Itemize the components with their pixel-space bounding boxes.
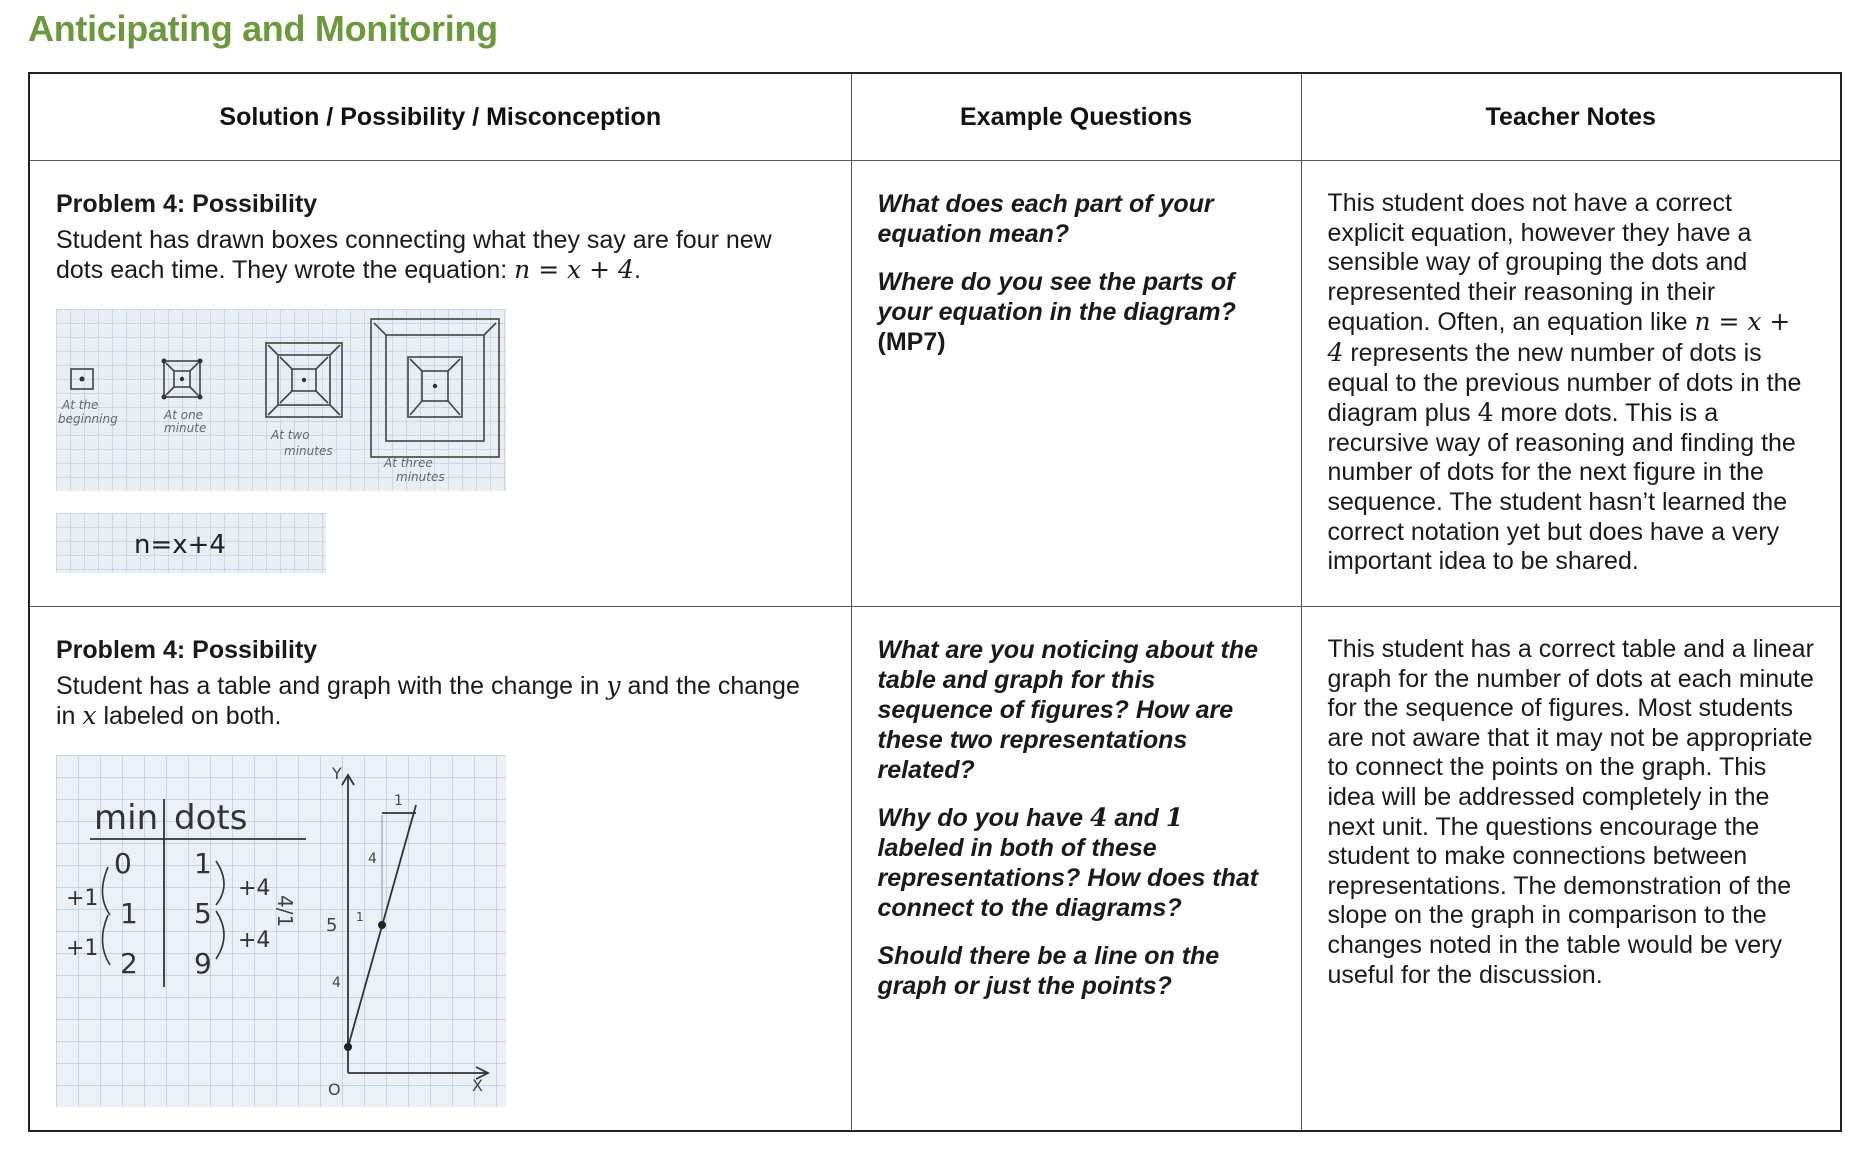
handwritten-equation-sketch	[56, 513, 326, 573]
table-header-row	[29, 73, 1841, 161]
header-teacher-notes: Teacher Notes	[1301, 73, 1841, 161]
table-cell: 9	[194, 947, 212, 980]
figure-label: At one	[164, 408, 204, 422]
figure-label: minute	[164, 421, 207, 435]
origin-label: O	[328, 1080, 341, 1099]
change-x-label: +1	[66, 886, 99, 911]
table-cell: 0	[114, 847, 132, 880]
figure-label: minutes	[284, 444, 333, 458]
questions-cell	[851, 607, 1301, 1132]
graph-tick-label: 1	[394, 793, 403, 809]
table-row	[29, 161, 1841, 607]
change-y-label: +4	[238, 876, 271, 901]
y-axis-label: Y	[332, 764, 342, 783]
graph-tick-label: 4	[332, 975, 341, 991]
mp7-tag: MP7	[885, 328, 938, 356]
example-question: Why do you have 4 and 1 labeled in both of these representations? How does that connect to the diagrams?	[877, 803, 1259, 922]
problem-title: Problem 4: Possibility	[56, 190, 318, 218]
graph-tick-label: 4	[368, 851, 377, 867]
solution-cell	[29, 161, 851, 607]
page-title: Anticipating and Monitoring	[28, 8, 498, 49]
equation: n = x + 4	[514, 255, 634, 284]
solution-cell	[29, 607, 851, 1132]
graph-tick-label: 5	[326, 915, 338, 936]
table-cell: 2	[120, 947, 138, 980]
figure-label: minutes	[396, 470, 445, 484]
table-cell: 1	[120, 897, 138, 930]
teacher-note: This student has a correct table and a linear graph for the number of dots at each minute for the sequence of figures. Most students are not aware that it may not be appropriate to connect the points on the graph. This idea will be addressed completely in the next unit. The questions encourage the student to make connections between representations. The demonstration of the slope on the graph in comparison to the changes noted in the table would be very useful for the discussion.	[1327, 635, 1814, 989]
figure-label: At three	[384, 456, 433, 470]
teacher-notes-cell	[1301, 161, 1841, 607]
graph-tick-label: 1	[356, 910, 364, 924]
column-dots-label: dots	[174, 798, 248, 838]
figure-label: beginning	[58, 412, 118, 426]
table-and-graph-sketch	[56, 755, 506, 1107]
column-min-label: min	[94, 798, 159, 838]
x-axis-label: X	[472, 1076, 483, 1095]
slope-label: 4/1	[273, 895, 297, 928]
example-question: What are you noticing about the table and graph for this sequence of figures? How are these two representations related?	[877, 636, 1259, 784]
teacher-notes-cell	[1301, 607, 1841, 1132]
figure-label: At two	[271, 428, 310, 442]
table-row	[29, 607, 1841, 1132]
change-x-label: +1	[66, 936, 99, 961]
example-question: Where do you see the parts of your equation in the diagram? (MP7)	[877, 268, 1236, 356]
problem-title: Problem 4: Possibility	[56, 636, 318, 664]
problem-description: Student has drawn boxes connecting what they say are four new dots each time. They wrote the equation: n = x + 4.	[56, 226, 772, 284]
table-cell: 5	[194, 897, 212, 930]
teacher-note: This student does not have a correct explicit equation, however they have a sensible way of grouping the dots and represented their reasoning in their equation. Often, an equation like n = x + 4 represents the new number of dots is equal to the previous number of dots in the diagram plus 4 more dots. This is a recursive way of reasoning and finding the number of dots for the next figure in the sequence. The student hasn’t learned the correct notation yet but does have a very important idea to be shared.	[1327, 189, 1802, 576]
graph-paper	[56, 309, 506, 491]
dot-pattern-sketch	[56, 309, 506, 491]
example-question: Should there be a line on the graph or just the points?	[877, 942, 1220, 1000]
handwritten-equation: n=x+4	[134, 530, 226, 560]
change-y-label: +4	[238, 928, 271, 953]
questions-cell	[851, 161, 1301, 607]
figure-label: At the	[62, 398, 99, 412]
anticipating-monitoring-table	[28, 72, 1842, 1132]
example-question: What does each part of your equation mean?	[877, 190, 1214, 248]
problem-description: Student has a table and graph with the change in y and the change in x labeled on both.	[56, 671, 800, 730]
header-example-questions: Example Questions	[851, 73, 1301, 161]
table-cell: 1	[194, 847, 212, 880]
header-solution: Solution / Possibility / Misconception	[29, 73, 851, 161]
